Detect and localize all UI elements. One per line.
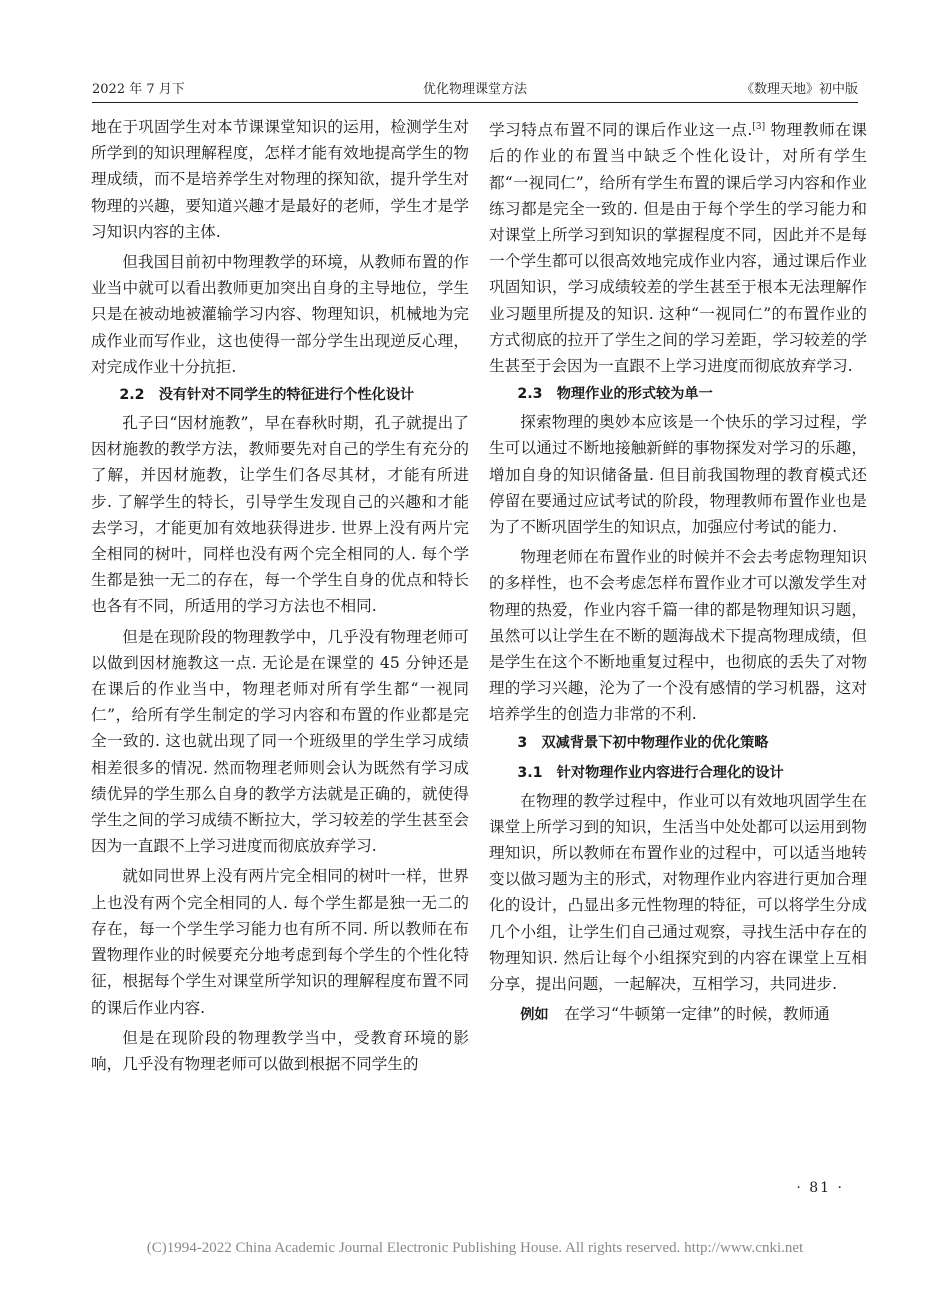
left-column: [91, 114, 469, 1077]
citation-marker: [3]: [752, 122, 766, 132]
right-column: [489, 114, 867, 1028]
header-date: 2022 年 7 月下: [92, 82, 185, 97]
page-number: · 81 ·: [796, 1180, 844, 1196]
paragraph-text: 物理教师在课后的作业的布置当中缺乏个性化设计，对所有学生都“一视同仁”，给所有学生布置的课后学习内容和作业练习都是完全一致的. 但是由于每个学生的学习能力和对课堂上所学习到知识的掌握程度不同，因此并不是每一个学生都可以很高效地完成作业内容，通过课后作业巩固知识，学习成绩较差的学生甚至于根本无法理解作业习题里所提及的知识. 这种“一视同仁”的布置作业的方式彻底的拉开了学生之间的学习差距，学习较差的学生甚至于会因为一直跟不上学习进度而彻底放弃学习.: [489, 121, 867, 376]
section-number: 2.2: [119, 387, 145, 404]
section-title: 针对物理作业内容进行合理化的设计: [556, 764, 784, 781]
paragraph: [489, 1001, 867, 1028]
paragraph: 在物理的教学过程中，作业可以有效地巩固学生在课堂上所学习到的知识，生活当中处处都可以运用到物理知识，所以教师在布置作业的过程中，可以适当地转变以做习题为主的形式，对物理作业内容进行更加合理化的设计，凸显出多元性物理的特征，可以将学生分成几个小组，让学生们自己通过观察，寻找生活中存在的物理知识. 然后让每个小组探究到的内容在课堂上互相分享，提出问题，一起解决，互相学习，共同进步.: [489, 791, 867, 994]
running-header: [92, 76, 858, 103]
paragraph: 孔子曰“因材施教”，早在春秋时期，孔子就提出了因材施教的教学方法，教师要先对自己的学生有充分的了解，并因材施教，让学生们各尽其材，才能有所进步. 了解学生的特长，引导学生发现自己的兴趣和才能去学习，才能更加有效地获得进步. 世界上没有两片完全相同的树叶，同样也没有两个完全相同的人. 每个学生都是独一无二的存在，每一个学生自身的优点和特长也各有不同，所适用的学习方法也不相同.: [91, 414, 469, 616]
section-heading-3-1: [489, 758, 867, 788]
paragraph: 探索物理的奥妙本应该是一个快乐的学习过程，学生可以通过不断地接触新鲜的事物探发对学习的乐趣，增加自身的知识储备量. 但目前我国物理的教育模式还停留在要通过应试考试的阶段，物理教师布置作业也是为了不断巩固学生的知识点，加强应付考试的能力.: [489, 413, 867, 537]
paragraph: 但是在现阶段的物理教学当中，受教育环境的影响，几乎没有物理老师可以做到根据不同学生的: [91, 1028, 469, 1073]
header-journal-name: 《数理天地》初中版: [740, 82, 858, 97]
paragraph: [489, 114, 867, 379]
section-number: 2.3: [517, 386, 543, 403]
paragraph: 但我国目前初中物理教学的环境，从教师布置的作业当中就可以看出教师更加突出自身的主导地位，学生只是在被动地被灌输学习内容、物理知识，机械地为完成作业而写作业，这也使得一部分学生出现逆反心理，对完成作业十分抗拒.: [91, 253, 469, 376]
section-heading-3: [489, 728, 867, 758]
copyright-footer: (C)1994-2022 China Academic Journal Electronic Publishing House. All rights reserved. http://www.cnki.net: [146, 1240, 804, 1256]
section-title: 双减背景下初中物理作业的优化策略: [541, 734, 769, 751]
paragraph: 就如同世界上没有两片完全相同的树叶一样，世界上也没有两个完全相同的人. 每个学生都是独一无二的存在，每一个学生学习能力也有所不同. 所以教师在布置物理作业的时候要充分地考虑到每个学生的个性化特征，根据每个学生对课堂所学知识的理解程度布置不同的课后作业内容.: [91, 867, 469, 1017]
paragraph: 物理老师在布置作业的时候并不会去考虑物理知识的多样性，也不会考虑怎样布置作业才可以激发学生对物理的热爱，作业内容千篇一律的都是物理知识习题，虽然可以让学生在不断的题海战术下提高物理成绩，但是学生在这个不断地重复过程中，也彻底的丢失了对物理的学习兴趣，沦为了一个没有感情的学习机器，这对培养学生的创造力非常的不利.: [489, 548, 867, 724]
paragraph: 地在于巩固学生对本节课课堂知识的运用，检测学生对所学到的知识理解程度，怎样才能有效地提高学生的物理成绩，而不是培养学生对物理的探知欲，提升学生对物理的兴趣，要知道兴趣才是最好的老师，学生才是学习知识内容的主体.: [91, 118, 469, 241]
section-title: 没有针对不同学生的特征进行个性化设计: [158, 387, 415, 404]
section-number: 3.1: [517, 764, 543, 781]
paragraph: 但是在现阶段的物理教学中，几乎没有物理老师可以做到因材施教这一点. 无论是在课堂的 45 分钟还是在课后的作业当中，物理老师对所有学生都“一视同仁”，给所有学生制定的学习内容和布置的作业都是完全一致的. 这也就出现了同一个班级里的学生学习成绩相差很多的情况. 然而物理老师则会认为既然有学习成绩优异的学生那么自身的教学方法就是正确的，就使得学生之间的学习成绩不断拉大，学习较差的学生甚至会因为一直跟不上学习进度而彻底放弃学习.: [91, 627, 469, 856]
section-heading-2-2: [91, 380, 469, 410]
paragraph-text: 在学习“牛顿第一定律”的时候，教师通: [564, 1005, 830, 1024]
section-heading-2-3: [489, 379, 867, 409]
section-title: 物理作业的形式较为单一: [556, 386, 713, 403]
example-lead: 例如: [520, 1007, 549, 1024]
paragraph-text: 学习特点布置不同的课后作业这一点.: [489, 121, 753, 140]
section-number: 3: [517, 734, 528, 751]
header-section-title: 优化物理课堂方法: [422, 82, 527, 97]
